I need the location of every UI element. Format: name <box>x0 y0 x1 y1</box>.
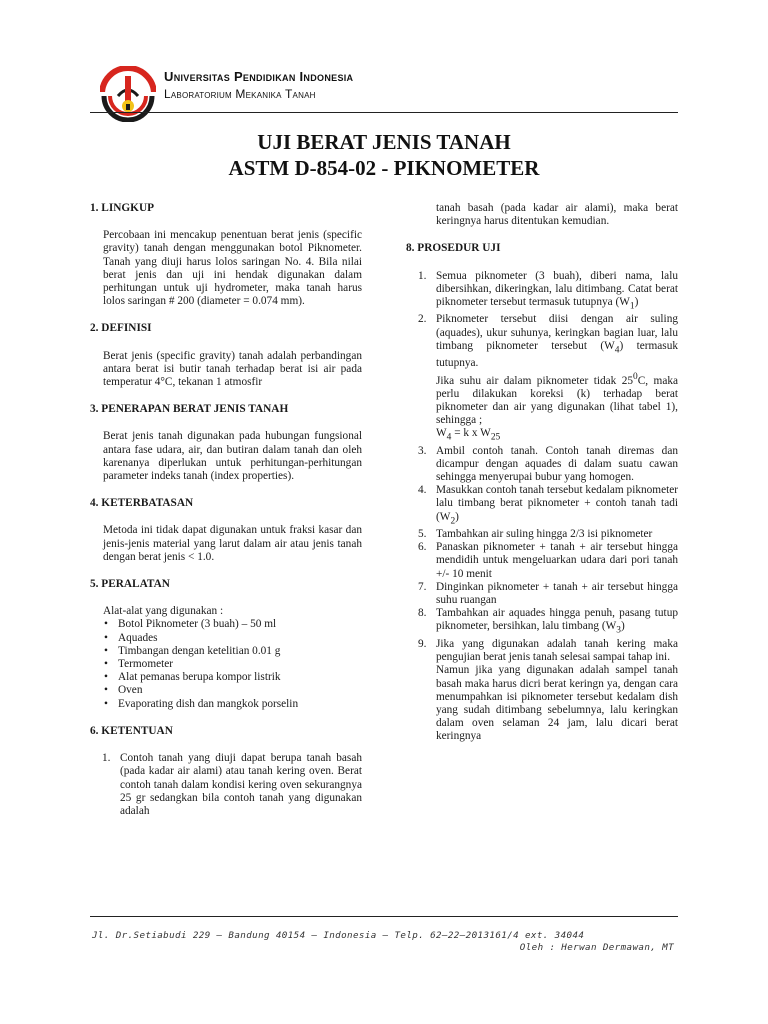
bullet-icon: • <box>104 697 108 710</box>
section-text-penerapan: Berat jenis tanah digunakan pada hubungan fungsional antara fase udara, air, dan butiran dalam tanah dan oleh karenanya diperlukan untuk perhitungan-perhitungan parameter indeks tanah (index properties). <box>103 430 362 483</box>
section-text-definisi: Berat jenis (specific gravity) tanah adalah perbandingan antara berat isi butir tanah terhadap berat isi air pada temperatur 4°C, tekanan 1 atmosfir <box>103 349 362 389</box>
list-item: • Evaporating dish dan mangkok porselin <box>104 697 299 710</box>
section-text-keterbatasan: Metoda ini tidak dapat digunakan untuk fraksi kasar dan jenis-jenis material yang larut dalam air atau jenis tanah dengan berat jenis < 1.0. <box>103 524 362 563</box>
section-heading-ketentuan: 6. KETENTUAN <box>90 724 173 737</box>
list-item: 6. Panaskan piknometer + tanah + air tersebut hingga mendidih untuk mengeluarkan udara dari pori tanah +/- 10 menit <box>418 541 678 580</box>
section-heading-lingkup: 1. LINGKUP <box>90 202 155 214</box>
section-heading-prosedur: 8. PROSEDUR UJI <box>406 242 501 255</box>
page-subtitle: ASTM D-854-02 - PIKNOMETER <box>228 156 540 180</box>
bullet-icon: • <box>104 618 108 631</box>
footer-divider <box>90 916 678 917</box>
page-title: UJI BERAT JENIS TANAH <box>257 130 511 154</box>
list-item: • Termometer <box>104 658 174 671</box>
university-logo <box>100 66 156 122</box>
list-item: 1. Contoh tanah yang diuji dapat berupa tanah basah (pada kadar air alami) atau tanah kering oven. Berat contoh tanah dalam kondisi kering oven sekurangnya 25 gr sedangkan bila contoh tanah yang digunakan adalah <box>102 752 362 817</box>
section-heading-penerapan: 3. PENERAPAN BERAT JENIS TANAH <box>90 403 289 416</box>
bullet-icon: • <box>104 671 108 684</box>
provision-continuation: tanah basah (pada kadar air alami), maka berat keringnya harus ditentukan kemudian. <box>436 202 678 228</box>
bullet-icon: • <box>104 684 108 697</box>
section-heading-peralatan: 5. PERALATAN <box>90 578 170 591</box>
list-item: 4. Masukkan contoh tanah tersebut kedalam piknometer lalu timbang berat piknometer + contoh tanah tadi $(W_2)$ <box>418 484 678 526</box>
bullet-icon: • <box>104 644 108 657</box>
footer-address: Jl. Dr.Setiabudi 229 – Bandung 40154 – Indonesia – Telp. 62–22–2013161/4 ext. 34044 <box>92 930 585 941</box>
letterhead <box>100 64 700 124</box>
bullet-icon: • <box>104 631 108 644</box>
procedure-list <box>406 270 678 744</box>
list-item: 5. Tambahkan air suling hingga 2/3 isi piknometer <box>418 528 653 541</box>
section-text-lingkup: Percobaan ini mencakup penentuan berat jenis (specific gravity) tanah dengan menggunakan botol Piknometer. Tanah yang diuji harus lolos saringan No. 4. Bila nilai berat jenis dan uji ini hendak digunakan dalam perhitungan untuk uji hydrometer, maka tanah harus lolos saringan # 200 (diameter = 0.074 mm). <box>103 229 362 308</box>
university-name: Universitas Pendidikan Indonesia <box>164 69 354 84</box>
list-item: 9. Jika yang digunakan adalah tanah kering maka pengujian berat jenis tanah selesai sampai tahap ini. <box>418 637 678 664</box>
list-item: 2. Piknometer tersebut diisi dengan air suling (aquades), ukur suhunya, keringkan bagian luar, lalu timbang piknometer tersebut $(W_4)$ termasuk tutupnya. <box>418 313 678 370</box>
list-item: • Timbangan dengan ketelitian 0.01 g <box>104 644 281 657</box>
provisions-list <box>90 752 362 818</box>
list-item: 1. Semua piknometer (3 buah), diberi nama, lalu dibersihkan, dikeringkan, lalu ditimbang. Catat berat piknometer tersebut termasuk tutupnya $(W_1)$ <box>418 269 678 312</box>
list-item: Namun jika yang digunakan adalah sampel tanah basah maka harus dicri berat keringn ya, dengan cara menumpahkan isi piknometer tersebut kedalam dish yang sudah ditimbang sebelumnya, lalu keringkan dalam oven selaman 24 jam, lalu dicari berat keringnya <box>436 664 678 743</box>
bullet-icon: • <box>104 658 108 671</box>
footer-author: Oleh : Herwan Dermawan, MT <box>519 942 674 953</box>
list-item: $W_4 = k$ x $W_{25}$ <box>436 427 501 443</box>
header-divider <box>90 112 678 113</box>
list-item: Jika suhu air dalam piknometer tidak $25^0C$, maka perlu dilakukan koreksi (k) terhadap berat piknometer dan air yang digunakan (lihat tabel 1), sehingga ; <box>436 371 678 426</box>
list-item: • Aquades <box>104 631 158 644</box>
lab-name: Laboratorium Mekanika Tanah <box>164 87 316 101</box>
right-column <box>406 202 678 744</box>
left-column <box>90 202 362 818</box>
section-heading-keterbatasan: 4. KETERBATASAN <box>90 497 194 510</box>
list-item: • Alat pemanas berupa kompor listrik <box>104 671 281 684</box>
section-heading-definisi: 2. DEFINISI <box>90 322 152 335</box>
equipment-list <box>90 618 362 710</box>
equipment-lead: Alat-alat yang digunakan : <box>103 605 224 618</box>
list-item: 8. Tambahkan air aquades hingga penuh, pasang tutup piknometer, bersihkan, lalu timbang $(W_3)$ <box>418 607 678 636</box>
list-item: 7. Dinginkan piknometer + tanah + air tersebut hingga suhu ruangan <box>418 580 678 607</box>
list-item: • Oven <box>104 684 143 697</box>
list-item: • Botol Piknometer (3 buah) – 50 ml <box>104 618 277 631</box>
list-item: 3. Ambil contoh tanah. Contoh tanah diremas dan dicampur dengan aquades di dalam suatu cawan sehingga menyerupai bubur yang homogen. <box>418 444 678 483</box>
